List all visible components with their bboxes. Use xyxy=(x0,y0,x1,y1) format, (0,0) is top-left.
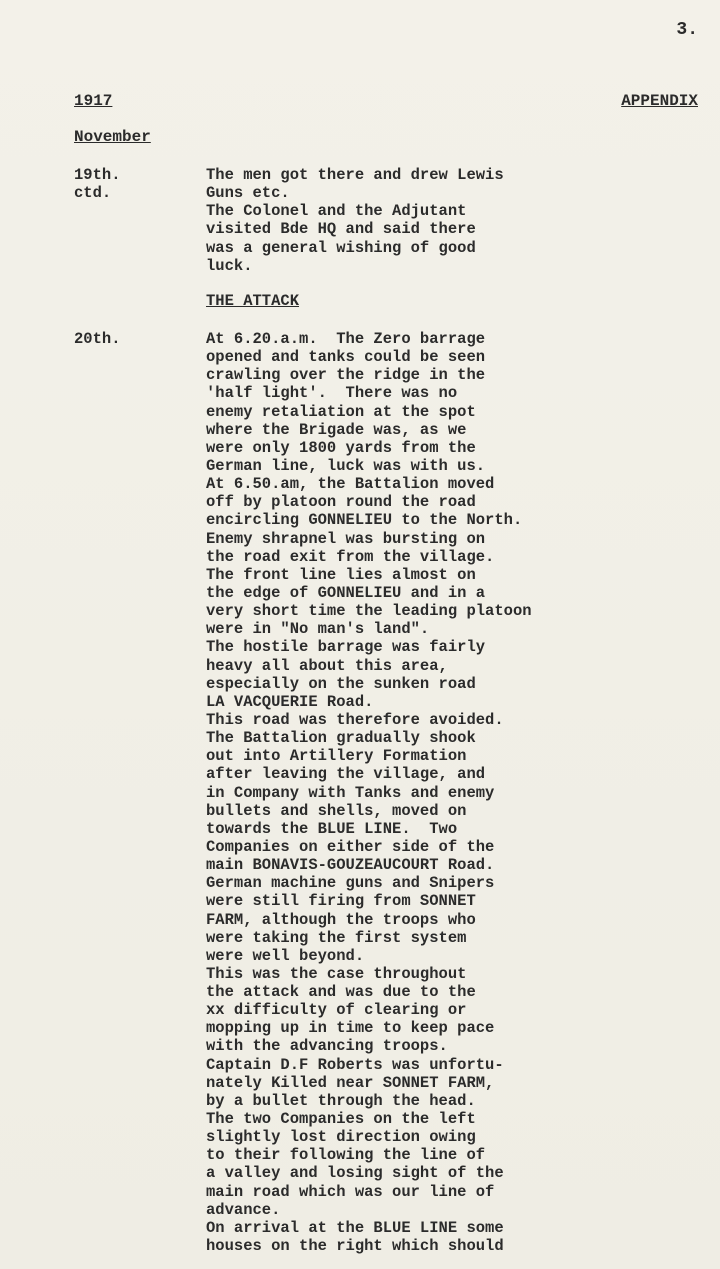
text-line: The Colonel and the Adjutant xyxy=(206,202,467,221)
text-line: The front line lies almost on xyxy=(206,565,476,584)
text-line: bullets and shells, moved on xyxy=(206,801,467,820)
month-heading: November xyxy=(74,128,151,146)
date-line: 19th. xyxy=(74,166,121,184)
text-line: The two Companies on the left xyxy=(206,1110,476,1129)
text-line: were in "No man's land". xyxy=(206,620,430,639)
text-line: out into Artillery Formation xyxy=(206,747,467,766)
year-heading: 1917 xyxy=(74,92,113,110)
text-line: crawling over the ridge in the xyxy=(206,366,486,385)
text-line: were taking the first system xyxy=(206,928,467,947)
text-line: towards the BLUE LINE. Two xyxy=(206,819,458,838)
text-line: enemy retaliation at the spot xyxy=(206,402,476,421)
text-line: were only 1800 yards from the xyxy=(206,438,476,457)
text-line: The Battalion gradually shook xyxy=(206,729,476,748)
text-line: German machine guns and Snipers xyxy=(206,874,495,893)
date-line: 20th. xyxy=(74,330,121,348)
section-heading: THE ATTACK xyxy=(206,292,300,310)
text-line: Captain D.F Roberts was unfortu- xyxy=(206,1055,504,1074)
text-line: Companies on either side of the xyxy=(206,837,495,856)
text-line: the attack and was due to the xyxy=(206,983,476,1002)
text-line: This was the case throughout xyxy=(206,964,467,983)
date-line: ctd. xyxy=(74,184,112,203)
text-line: At 6.20.a.m. The Zero barrage xyxy=(206,330,486,348)
text-line: mopping up in time to keep pace xyxy=(206,1019,495,1038)
entry-text xyxy=(206,166,706,275)
text-line: visited Bde HQ and said there xyxy=(206,220,476,239)
text-line: after leaving the village, and xyxy=(206,765,486,784)
text-line: luck. xyxy=(206,256,253,275)
page-number: 3. xyxy=(676,20,698,40)
text-line: heavy all about this area, xyxy=(206,656,448,675)
text-line: were still firing from SONNET xyxy=(206,892,476,911)
entry-text xyxy=(206,330,706,1255)
text-line: off by platoon round the road xyxy=(206,493,476,512)
text-line: xx difficulty of clearing or xyxy=(206,1001,467,1020)
text-line: very short time the leading platoon xyxy=(206,602,532,621)
text-line: The men got there and drew Lewis xyxy=(206,166,504,184)
text-line: Guns etc. xyxy=(206,184,290,203)
text-line: main BONAVIS-GOUZEAUCOURT Road. xyxy=(206,856,495,875)
text-line: main road which was our line of xyxy=(206,1182,495,1201)
text-line: the edge of GONNELIEU and in a xyxy=(206,583,486,602)
appendix-heading: APPENDIX xyxy=(621,92,698,110)
text-line: houses on the right which should xyxy=(206,1237,504,1256)
text-line: were well beyond. xyxy=(206,946,365,965)
text-line: where the Brigade was, as we xyxy=(206,420,467,439)
text-line: by a bullet through the head. xyxy=(206,1091,476,1110)
text-line: German line, luck was with us. xyxy=(206,456,486,475)
text-line: slightly lost direction owing xyxy=(206,1128,476,1147)
entry-date xyxy=(74,330,121,348)
text-line: nately Killed near SONNET FARM, xyxy=(206,1073,495,1092)
text-line: the road exit from the village. xyxy=(206,547,495,566)
text-line: LA VACQUERIE Road. xyxy=(206,692,374,711)
text-line: encircling GONNELIEU to the North. xyxy=(206,511,523,530)
entry-date xyxy=(74,166,121,202)
text-line: This road was therefore avoided. xyxy=(206,710,504,729)
text-line: in Company with Tanks and enemy xyxy=(206,783,495,802)
text-line: especially on the sunken road xyxy=(206,674,476,693)
text-line: 'half light'. There was no xyxy=(206,384,458,403)
text-line: was a general wishing of good xyxy=(206,238,476,257)
text-line: to their following the line of xyxy=(206,1146,486,1165)
text-line: opened and tanks could be seen xyxy=(206,348,486,367)
text-line: At 6.50.am, the Battalion moved xyxy=(206,475,495,494)
text-line: Enemy shrapnel was bursting on xyxy=(206,529,486,548)
text-line: On arrival at the BLUE LINE some xyxy=(206,1218,504,1237)
text-line: FARM, although the troops who xyxy=(206,910,476,929)
text-line: The hostile barrage was fairly xyxy=(206,638,486,657)
text-line: advance. xyxy=(206,1200,281,1219)
text-line: a valley and losing sight of the xyxy=(206,1164,504,1183)
text-line: with the advancing troops. xyxy=(206,1037,448,1056)
